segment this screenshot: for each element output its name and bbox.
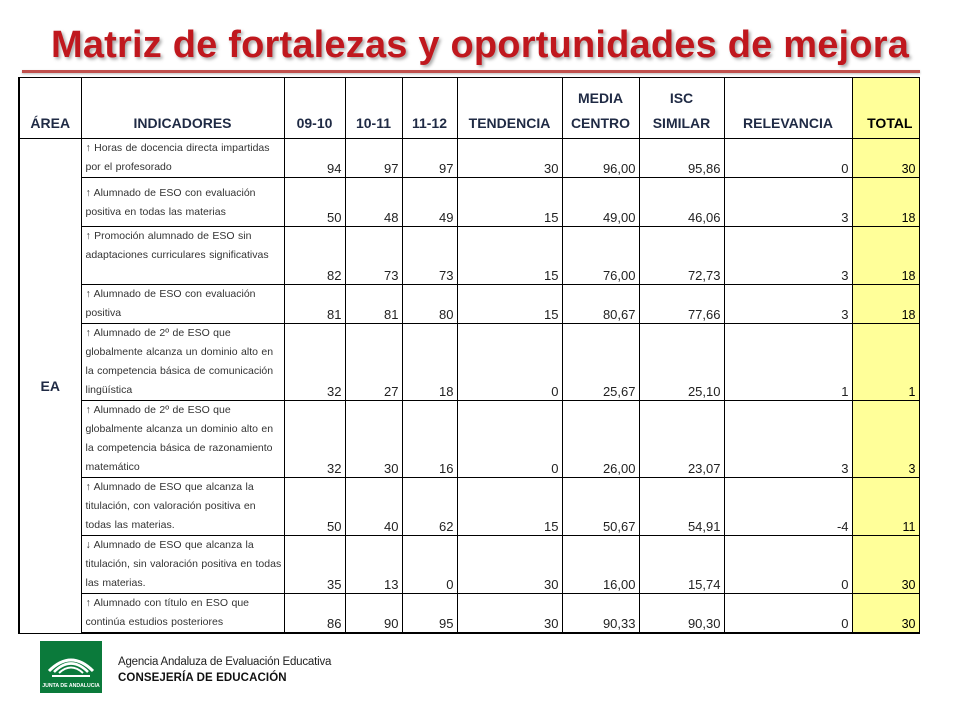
table-row [19,536,919,594]
value-1112: 0 [402,536,457,594]
value-1112: 73 [402,227,457,285]
title-underline [22,70,920,73]
table-row [19,285,919,324]
value-relevancia: 3 [724,227,852,285]
value-0910: 81 [284,285,345,324]
consejeria-name: CONSEJERÍA DE EDUCACIÓN [118,672,287,684]
value-relevancia: 0 [724,139,852,178]
value-relevancia: -4 [724,478,852,536]
value-tendencia: 30 [457,536,562,594]
value-1112: 97 [402,139,457,178]
value-media: 26,00 [562,401,639,478]
value-relevancia: 0 [724,536,852,594]
value-1011: 30 [345,401,402,478]
value-1112: 16 [402,401,457,478]
header-media-centro [562,78,639,139]
indicator-cell: ↑ Alumnado de ESO que alcanza la titulación, con valoración positiva en todas las materias. [81,478,284,536]
indicator-cell: ↑ Horas de docencia directa impartidas por el profesorado [81,139,284,178]
indicator-cell: ↑ Alumnado de ESO con evaluación positiva [81,285,284,324]
value-total: 18 [852,227,919,285]
agency-name: Agencia Andaluza de Evaluación Educativa [118,656,332,668]
value-1011: 40 [345,478,402,536]
value-isc: 72,73 [639,227,724,285]
value-0910: 35 [284,536,345,594]
indicator-cell: ↑ Alumnado de ESO con evaluación positiva en todas las materias [81,178,284,227]
header-1011: 10-11 [345,78,402,139]
header-relevancia: RELEVANCIA [724,78,852,139]
value-isc: 25,10 [639,324,724,401]
header-row [19,78,919,139]
value-0910: 86 [284,594,345,634]
value-1011: 13 [345,536,402,594]
value-relevancia: 3 [724,178,852,227]
value-isc: 15,74 [639,536,724,594]
value-media: 50,67 [562,478,639,536]
value-tendencia: 15 [457,478,562,536]
value-total: 30 [852,536,919,594]
header-media-line2: CENTRO [570,115,631,131]
page-title: Matriz de fortalezas y oportunidades de mejora [50,24,910,66]
value-total: 30 [852,594,919,634]
value-tendencia: 0 [457,401,562,478]
value-1011: 90 [345,594,402,634]
header-0910: 09-10 [284,78,345,139]
value-0910: 32 [284,324,345,401]
value-media: 76,00 [562,227,639,285]
header-indicadores: INDICADORES [81,78,284,139]
header-total: TOTAL [852,78,919,139]
value-0910: 94 [284,139,345,178]
table-row [19,478,919,536]
value-1011: 48 [345,178,402,227]
header-1112: 11-12 [402,78,457,139]
value-1112: 49 [402,178,457,227]
value-isc: 46,06 [639,178,724,227]
value-relevancia: 3 [724,285,852,324]
table-row [19,401,919,478]
value-tendencia: 15 [457,227,562,285]
value-tendencia: 15 [457,285,562,324]
table-row [19,178,919,227]
value-media: 25,67 [562,324,639,401]
header-tendencia: TENDENCIA [457,78,562,139]
value-tendencia: 30 [457,139,562,178]
logo-text: JUNTA DE ANDALUCIA [42,683,100,689]
value-tendencia: 15 [457,178,562,227]
junta-logo [40,641,102,693]
value-relevancia: 3 [724,401,852,478]
value-total: 18 [852,285,919,324]
value-1011: 81 [345,285,402,324]
value-media: 96,00 [562,139,639,178]
matrix-table [18,77,920,634]
value-isc: 77,66 [639,285,724,324]
indicator-cell: ↑ Alumnado de 2º de ESO que globalmente alcanza un dominio alto en la competencia básica de comunicación lingüística [81,324,284,401]
value-media: 49,00 [562,178,639,227]
value-1112: 95 [402,594,457,634]
value-media: 16,00 [562,536,639,594]
header-media-line1: MEDIA [577,90,624,106]
table-row [19,324,919,401]
value-isc: 95,86 [639,139,724,178]
area-cell: EA [19,139,81,634]
value-total: 1 [852,324,919,401]
header-isc-line2: SIMILAR [652,115,711,131]
value-1112: 18 [402,324,457,401]
value-0910: 32 [284,401,345,478]
header-area: ÁREA [19,78,81,139]
value-1011: 73 [345,227,402,285]
indicator-cell: ↓ Alumnado de ESO que alcanza la titulación, sin valoración positiva en todas las materias. [81,536,284,594]
value-total: 18 [852,178,919,227]
indicator-cell: ↑ Promoción alumnado de ESO sin adaptaciones curriculares significativas [81,227,284,285]
indicator-cell: ↑ Alumnado con título en ESO que continúa estudios posteriores [81,594,284,634]
value-1011: 27 [345,324,402,401]
header-isc-similar [639,78,724,139]
value-1112: 80 [402,285,457,324]
value-0910: 50 [284,478,345,536]
table-row [19,139,919,178]
value-1112: 62 [402,478,457,536]
value-0910: 50 [284,178,345,227]
table-row [19,594,919,634]
indicator-cell: ↑ Alumnado de 2º de ESO que globalmente alcanza un dominio alto en la competencia básica de razonamiento matemático [81,401,284,478]
value-tendencia: 0 [457,324,562,401]
value-relevancia: 0 [724,594,852,634]
value-0910: 82 [284,227,345,285]
value-relevancia: 1 [724,324,852,401]
value-1011: 97 [345,139,402,178]
value-total: 30 [852,139,919,178]
value-media: 80,67 [562,285,639,324]
value-isc: 23,07 [639,401,724,478]
table-row [19,227,919,285]
value-isc: 54,91 [639,478,724,536]
value-total: 11 [852,478,919,536]
header-isc-line1: ISC [669,90,694,106]
value-total: 3 [852,401,919,478]
value-media: 90,33 [562,594,639,634]
value-isc: 90,30 [639,594,724,634]
value-tendencia: 30 [457,594,562,634]
